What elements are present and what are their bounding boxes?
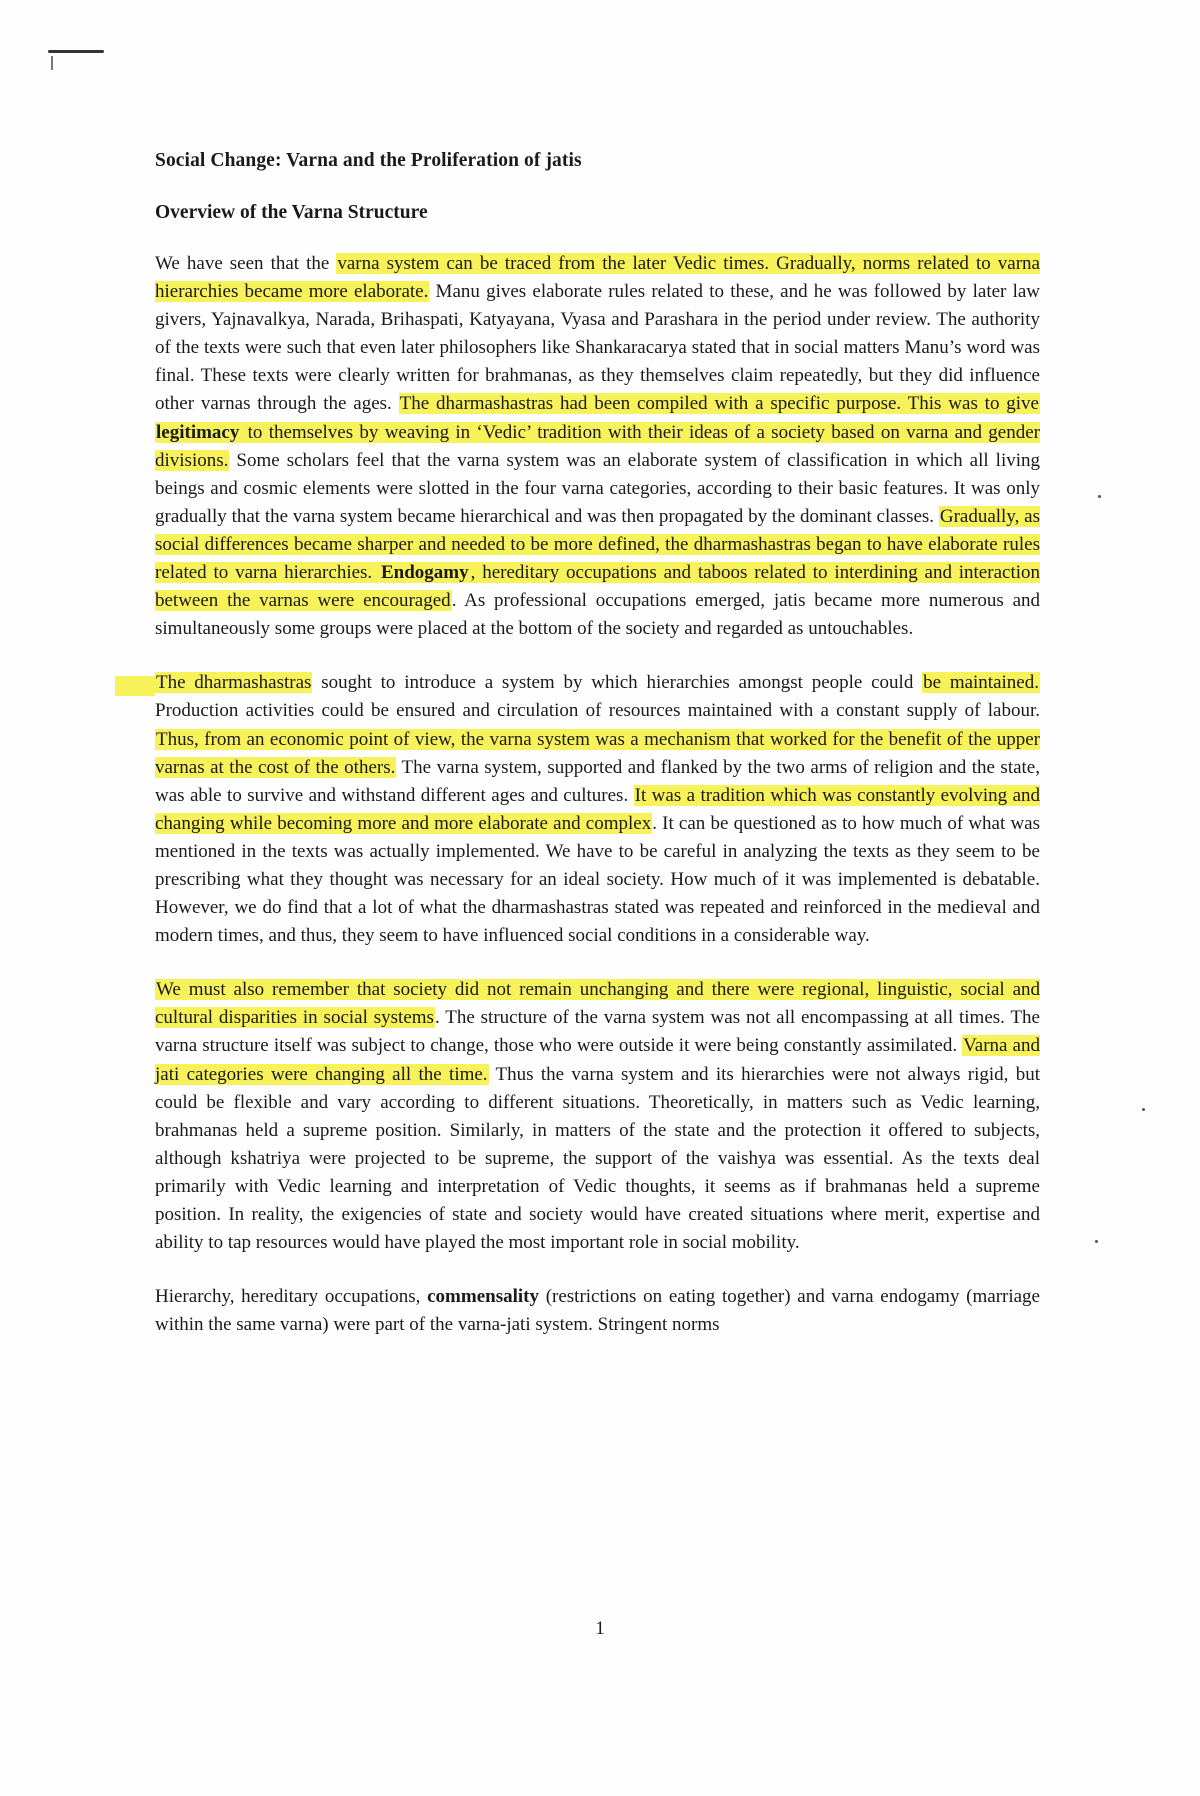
- scan-speck: [1098, 495, 1101, 498]
- bold-term: Endogamy: [381, 562, 469, 584]
- body-text: . The structure of the varna system was not all encompassing at all times. The varna structure itself was subject to change, those who were outside it were being constantly assimilated.: [155, 1007, 1040, 1057]
- body-text: Production activities could be ensured and circulation of resources maintained with a constant supply of labour.: [155, 700, 1040, 722]
- document-title: Social Change: Varna and the Proliferation of jatis: [155, 150, 582, 171]
- body-text: The varna system, supported and flanked by the two arms of religion and the state, was able to survive and withstand different ages and cultures.: [155, 756, 1040, 806]
- body-text: [427, 1286, 539, 1307]
- highlighted-text: [380, 562, 470, 583]
- highlighted-text: It was a tradition which was constantly evolving and changing while becoming more and more elaborate and complex: [155, 784, 1041, 834]
- paragraph: [155, 1283, 1040, 1339]
- highlighted-text: Gradually, as social differences became sharper and needed to be more defined, the dharmashastras began to have elaborate rules related to varna hierarchies.: [155, 505, 1040, 584]
- highlighted-text: varna system can be traced from the later Vedic times. Gradually, norms related to varna hierarchies became more elaborate.: [155, 253, 1040, 303]
- body-text: Some scholars feel that the varna system was an elaborate system of classification in which all living beings and cosmic elements were slotted in the four varna categories, according to their basic features. It was only gradually that the varna system became hierarchical and was then propagated by the dominant classes.: [155, 449, 1040, 527]
- highlighted-text: to themselves by weaving in ‘Vedic’ tradition with their ideas of a society based on varna and gender divisions.: [155, 421, 1040, 471]
- highlighted-text: , hereditary occupations and taboos related to interdining and interaction between the varnas were encouraged: [155, 562, 1040, 612]
- body-text: sought to introduce a system by which hierarchies amongst people could: [312, 672, 923, 694]
- highlighted-text: [155, 422, 240, 443]
- highlighted-text: Varna and jati categories were changing all the time.: [155, 1035, 1040, 1085]
- scan-artifact-mark: [48, 50, 104, 53]
- highlighted-text: Thus, from an economic point of view, the varna system was a mechanism that worked for the benefit of the upper varnas at the cost of the others.: [155, 728, 1040, 778]
- body-text: Manu gives elaborate rules related to these, and he was followed by later law givers, Yajnavalkya, Narada, Brihaspati, Katyayana, Vyasa and Parashara in the period under review. The authority of the texts were such that even later philosophers like Shankaracarya stated that in social matters Manu’s word was final. These texts were clearly written for brahmanas, as they themselves claim repeatedly, but they did influence other varnas through the ages.: [155, 281, 1040, 415]
- highlighted-text: The dharmashastras: [156, 672, 312, 694]
- page-number: 1: [595, 1618, 605, 1639]
- scan-speck: [1142, 1108, 1145, 1111]
- body-text: . As professional occupations emerged, jatis became more numerous and simultaneously some groups were placed at the bottom of the society and regarded as untouchables.: [155, 590, 1041, 640]
- body-text: (restrictions on eating together) and varna endogamy (marriage within the same varna) were part of the varna-jati system. Stringent norms: [155, 1286, 1040, 1336]
- highlighted-text: be maintained.: [923, 672, 1039, 694]
- section-heading: Overview of the Varna Structure: [155, 202, 428, 223]
- paragraph: [155, 250, 1040, 643]
- highlighted-text: The dharmashastras had been compiled with a specific purpose. This was to give: [399, 393, 1039, 415]
- paragraph: [155, 976, 1040, 1257]
- bold-term: legitimacy: [156, 421, 240, 443]
- body-text: Hierarchy, hereditary occupations,: [155, 1286, 428, 1308]
- document-body: [155, 150, 1040, 1365]
- body-text: . It can be questioned as to how much of what was mentioned in the texts was actually implemented. We have to be careful in analyzing the texts as they seem to be prescribing what they thought was necessary for an ideal society. How much of it was implemented is debatable. However, we do find that a lot of what the dharmashastras stated was repeated and reinforced in the medieval and modern times, and thus, they seem to have influenced social conditions in a considerable way.: [155, 812, 1040, 947]
- body-text: We have seen that the: [155, 253, 337, 274]
- bold-term: commensality: [427, 1286, 539, 1308]
- highlighted-text: We must also remember that society did not remain unchanging and there were regional, linguistic, social and cultural disparities in social systems: [155, 979, 1040, 1029]
- scan-speck: [1095, 1240, 1098, 1243]
- body-text: Thus the varna system and its hierarchies were not always rigid, but could be flexible and vary according to different situations. Theoretically, in matters such as Vedic learning, brahmanas held a supreme position. Similarly, in matters of the state and the protection it offered to subjects, although kshatriya were projected to be supreme, the support of the vaishya was essential. As the texts deal primarily with Vedic learning and interpretation of Vedic thoughts, it seems as if brahmanas held a supreme position. In reality, the exigencies of state and society would have created situations where merit, expertise and ability to tap resources would have played the most important role in social mobility.: [155, 1063, 1040, 1254]
- paragraph: [155, 669, 1040, 950]
